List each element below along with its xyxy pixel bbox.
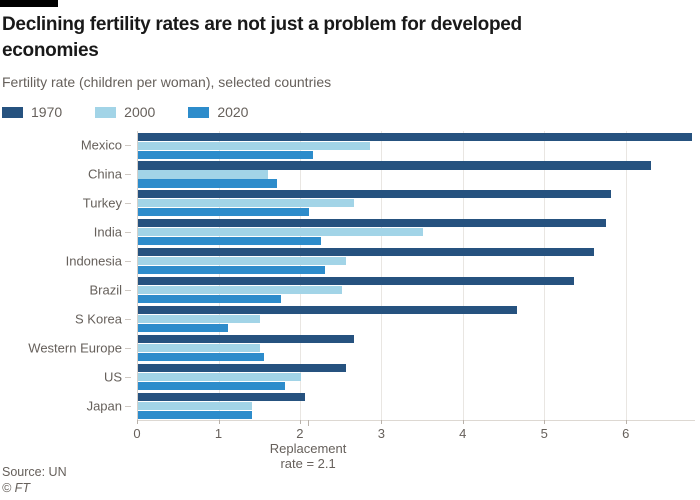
bar-1970-india [138,219,606,227]
bar-2000-china [138,170,268,178]
x-axis-tick-label-6: 6 [622,426,630,441]
y-axis-label-india: India [93,224,122,240]
y-axis-label-china: China [88,166,122,182]
bar-2020-mexico [138,151,313,159]
bar-2000-india [138,228,423,236]
bar-1970-china [138,161,651,169]
x-axis-tick-label-0: 0 [133,426,141,441]
y-axis-label-brazil: Brazil [89,282,122,298]
bar-1970-western-europe [138,335,354,343]
bar-1970-mexico [138,133,692,141]
y-axis-tick [125,203,131,204]
ft-credit: © FT [2,481,30,495]
gridline-5 [544,131,545,420]
legend-label: 2020 [217,104,249,120]
y-axis-label-japan: Japan [86,398,122,413]
x-axis-tick-2 [300,420,301,424]
y-axis-label-western-europe: Western Europe [28,340,122,356]
legend-swatch-2000 [95,107,116,118]
bar-2020-indonesia [138,266,325,274]
x-axis-tick-label-2: 2 [296,426,304,441]
bar-2000-western-europe [138,344,260,352]
y-axis-tick [125,406,131,407]
legend-label: 2000 [124,104,156,120]
bar-2020-china [138,179,277,187]
bar-2020-brazil [138,295,281,303]
legend [2,104,248,120]
legend-item-2020 [188,104,248,120]
y-axis-label-indonesia: Indonesia [65,253,122,269]
ft-top-rule [0,0,58,7]
y-axis-tick [125,145,131,146]
bar-2020-western-europe [138,353,264,361]
x-axis-tick-label-4: 4 [459,426,467,441]
y-axis-tick [125,319,131,320]
bar-2000-indonesia [138,257,346,265]
y-axis-label-mexico: Mexico [80,137,122,153]
chart-title: Declining fertility rates are not just a problem for developed economies [2,14,522,61]
source-note: Source: UN [2,465,67,479]
legend-item-1970 [2,104,62,120]
x-axis-tick-4 [463,420,464,424]
bar-2000-japan [138,402,252,410]
x-axis-tick-5 [544,420,545,424]
gridline-6 [626,131,627,420]
y-axis-tick [125,348,131,349]
x-axis-tick-6 [626,420,627,424]
plot-area [137,131,695,420]
bar-2020-japan [138,411,252,419]
legend-swatch-2020 [188,107,209,118]
bar-2000-turkey [138,199,354,207]
replacement-rate-annotation: Replacement rate = 2.1 [269,441,347,471]
y-axis-label-turkey: Turkey [82,195,122,211]
legend-item-2000 [95,104,155,120]
bar-1970-japan [138,393,305,401]
bar-2020-india [138,237,321,245]
x-axis-tick-label-3: 3 [377,426,386,441]
bar-2000-s-korea [138,315,260,323]
bar-2020-s-korea [138,324,228,332]
bar-2000-us [138,373,301,381]
y-axis-tick [125,261,131,262]
bar-2000-mexico [138,142,370,150]
bar-1970-us [138,364,346,372]
bar-1970-indonesia [138,248,594,256]
bar-2020-turkey [138,208,309,216]
legend-swatch-1970 [2,107,23,118]
x-axis-tick-0 [137,420,138,424]
y-axis-tick [125,290,131,291]
bar-1970-turkey [138,190,611,198]
x-axis-tick-3 [381,420,382,424]
x-axis-line [137,420,695,421]
y-axis-tick [125,377,131,378]
bar-1970-brazil [138,277,574,285]
legend-label: 1970 [31,104,63,120]
replacement-rate-tick [308,420,309,426]
x-axis-tick-label-1: 1 [214,426,223,441]
y-axis-tick [125,232,131,233]
bar-1970-s-korea [138,306,517,314]
x-axis-tick-label-5: 5 [540,426,548,441]
bar-2000-brazil [138,286,342,294]
y-axis-tick [125,174,131,175]
x-axis-tick-1 [219,420,220,424]
gridline-4 [463,131,464,420]
y-axis-label-us: US [103,369,122,385]
gridline-3 [381,131,382,420]
chart-subtitle: Fertility rate (children per woman), selected countries [2,74,332,90]
bar-2020-us [138,382,285,390]
y-axis-label-s-korea: S Korea [75,311,122,327]
